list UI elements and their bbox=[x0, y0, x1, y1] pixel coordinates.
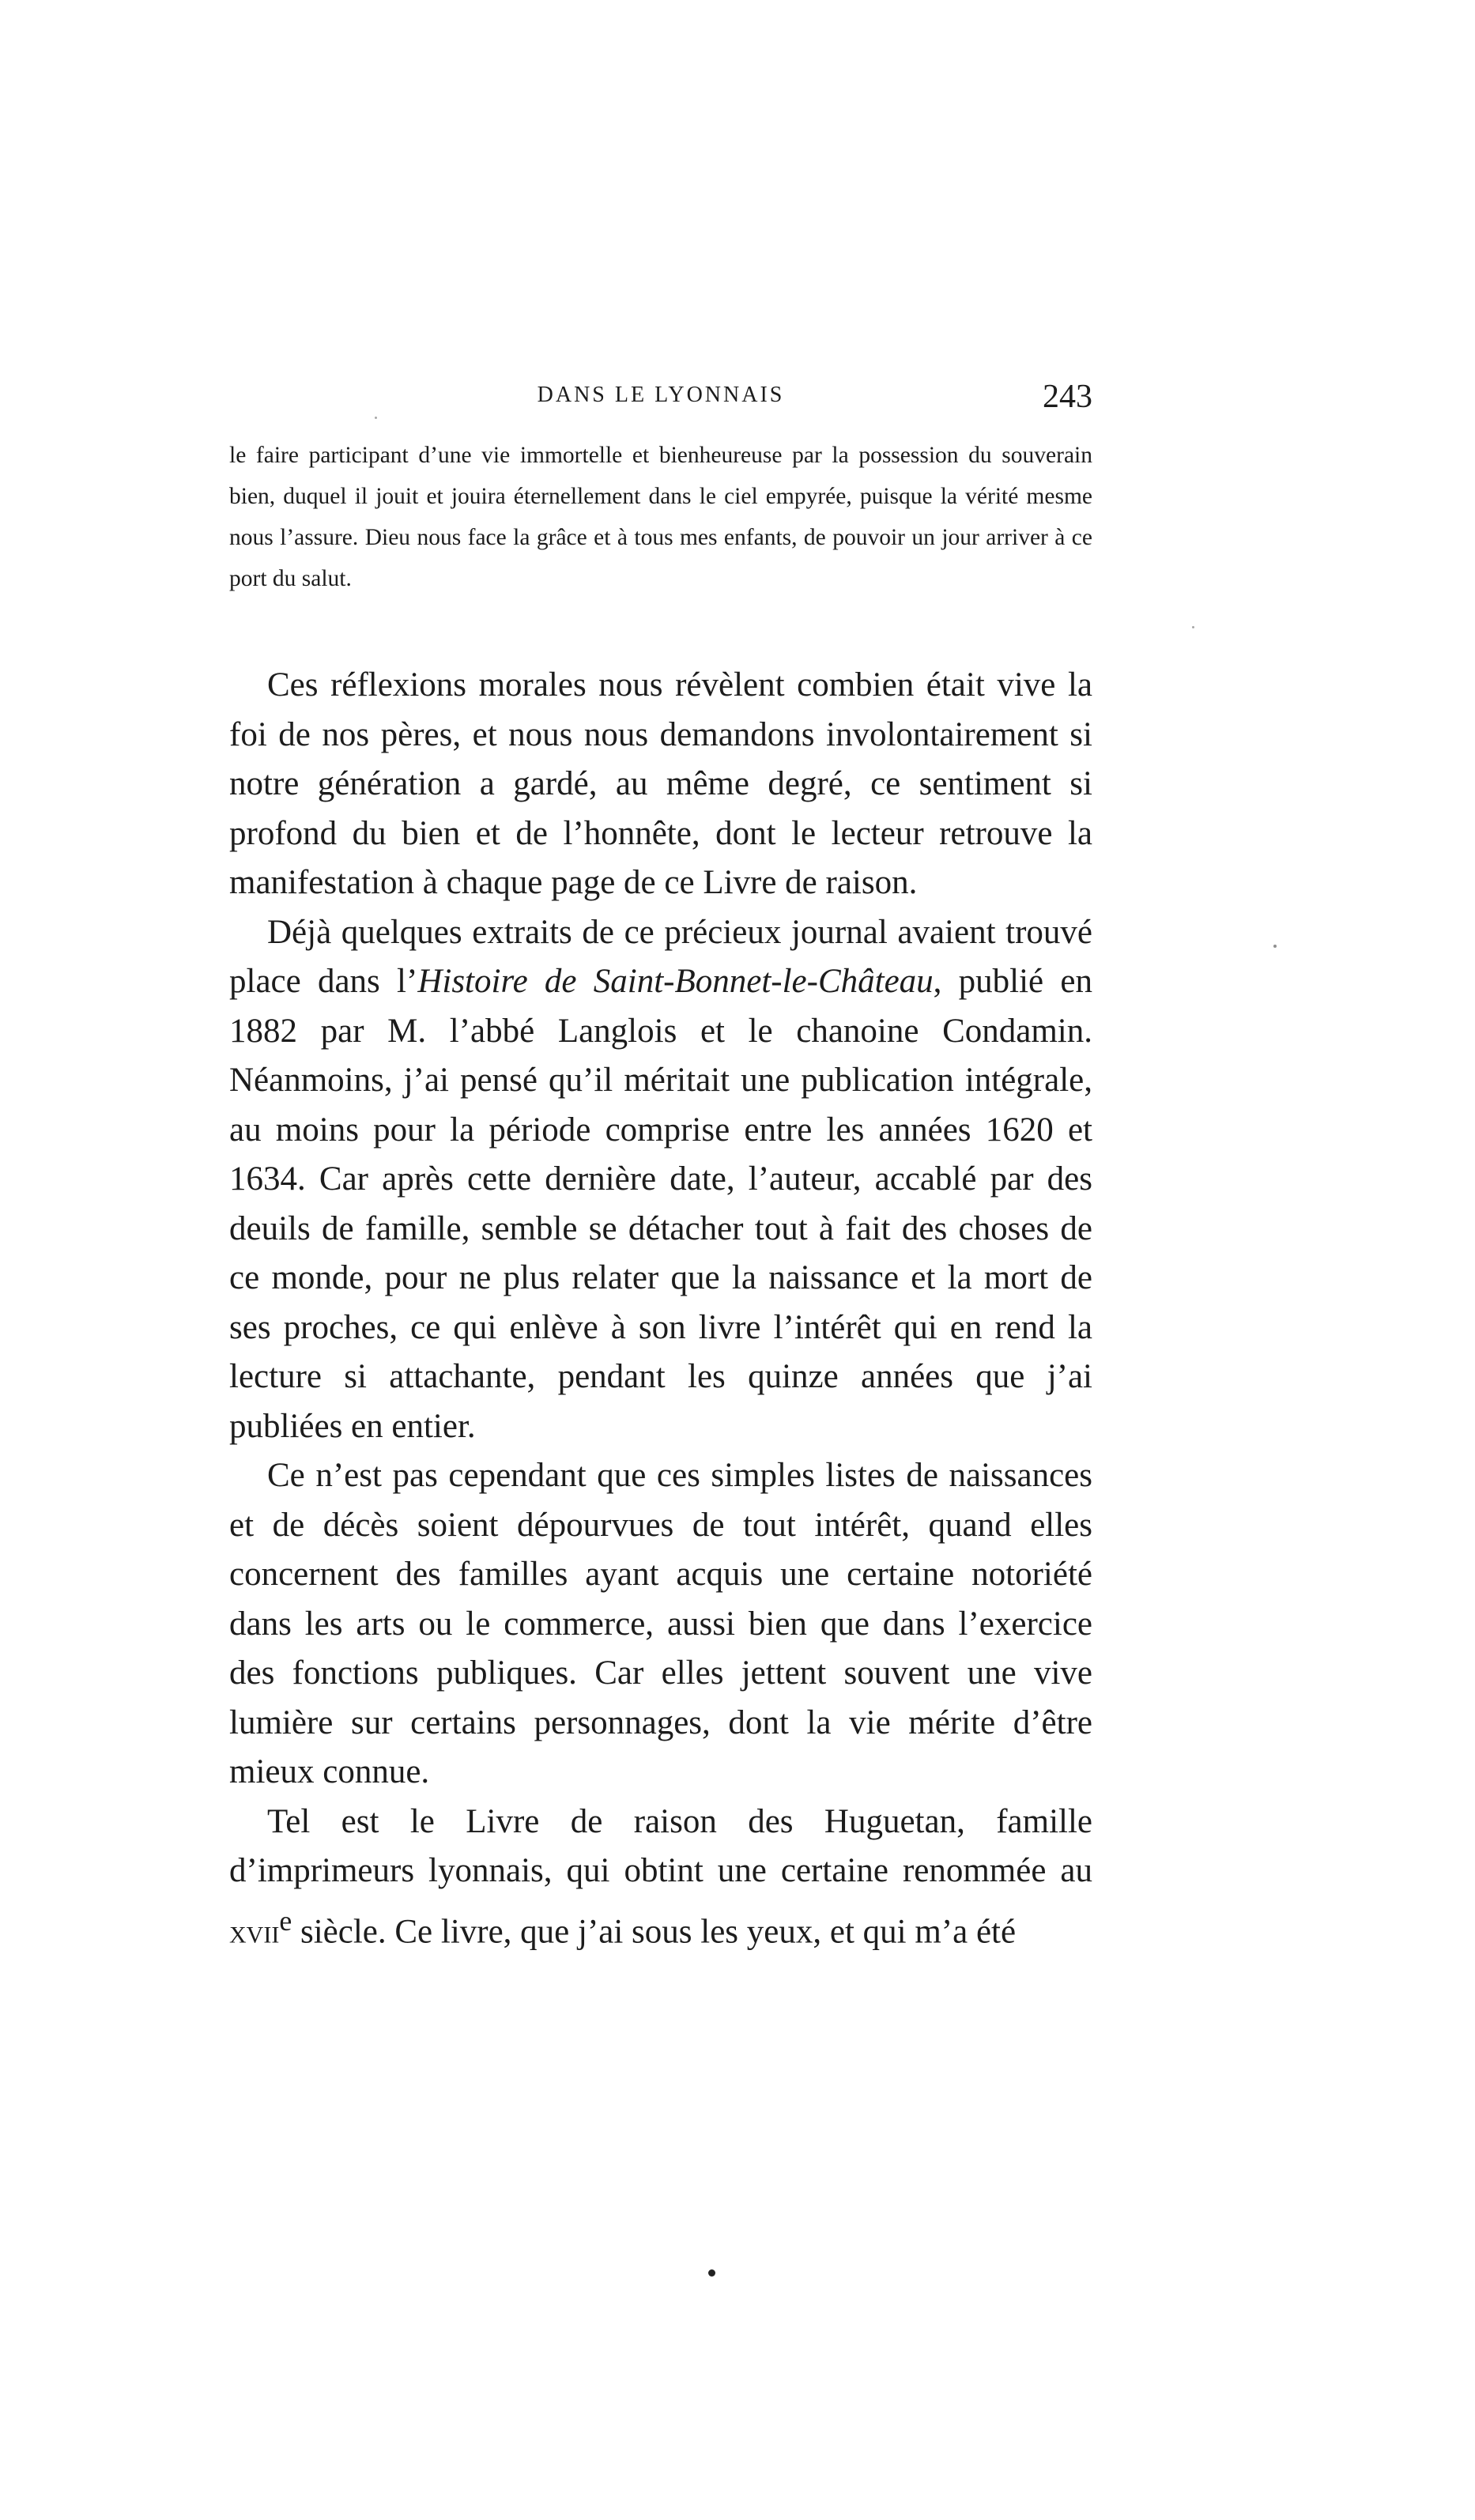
ink-speck bbox=[375, 417, 377, 419]
paragraph-4-text-b: siècle. Ce livre, que j’ai sous les yeux, et qui m’a été bbox=[292, 1912, 1017, 1950]
running-title: DANS LE LYONNAIS bbox=[537, 383, 785, 407]
ink-speck bbox=[1273, 945, 1277, 948]
running-head bbox=[229, 378, 1092, 425]
paragraph-2-text-b: , publié en 1882 par M. l’abbé Langlois et le chanoine Condamin. Néanmoins, j’ai pensé qu’il méritait une publication intégrale, au moins pour la période comprise entre les années 1620 et 1634. Car après cette dernière date, l’auteur, accablé par des deuils de famille, semble se détacher tout à fait des choses de ce monde, pour ne plus relater que la naissance et la mort de ses proches, ce qui enlève à son livre l’intérêt qui en rend la lecture si attachante, pendant les quinze années que j’ai publiées en entier. bbox=[229, 963, 1092, 1445]
paragraph-4-text-a: Tel est le Livre de raison des Huguetan, famille d’imprimeurs lyonnais, qui obtint une certaine renommée au bbox=[229, 1802, 1092, 1889]
paragraph-4 bbox=[229, 1798, 1092, 1957]
ink-speck bbox=[708, 2269, 715, 2277]
century-superscript: e bbox=[279, 1904, 292, 1937]
paragraph-3: Ce n’est pas cependant que ces simples listes de naissances et de décès soient dépourvues de tout intérêt, quand elles concernent des familles ayant acquis une certaine notoriété dans les arts ou le commerce, aussi bien que dans l’exercice des fonctions publiques. Car elles jettent souvent une vive lumière sur certains personnages, dont la vie mérite d’être mieux connue. bbox=[229, 1457, 1092, 1790]
ink-speck bbox=[1192, 626, 1194, 628]
paragraph-2 bbox=[229, 908, 1092, 1452]
quoted-passage: le faire participant d’une vie immortelle et bienheureuse par la possession du souverain bien, duquel il jouit et jouira éternellement dans le ciel empyrée, puisque la vérité mesme nous l’assure. Dieu nous face la grâce et à tous mes enfants, de pouvoir un jour arriver à ce port du salut. bbox=[229, 443, 1092, 591]
book-title-italic: Histoire de Saint-Bonnet-le-Château bbox=[417, 963, 934, 1000]
body-text bbox=[229, 661, 1092, 1956]
paragraph-1: Ces réflexions morales nous révèlent combien était vive la foi de nos pères, et nous nous demandons involontairement si notre génération a gardé, au même degré, ce sentiment si profond du bien et de l’honnête, dont le lecteur retrouve la manifestation à chaque page de ce Livre de raison. bbox=[229, 666, 1092, 901]
century-numeral: xvii bbox=[229, 1912, 280, 1950]
page-number: 243 bbox=[1043, 379, 1092, 415]
paragraph-2-text-a: Déjà quelques extraits de ce précieux journal avaient trouvé place dans l’ bbox=[229, 913, 1092, 1000]
